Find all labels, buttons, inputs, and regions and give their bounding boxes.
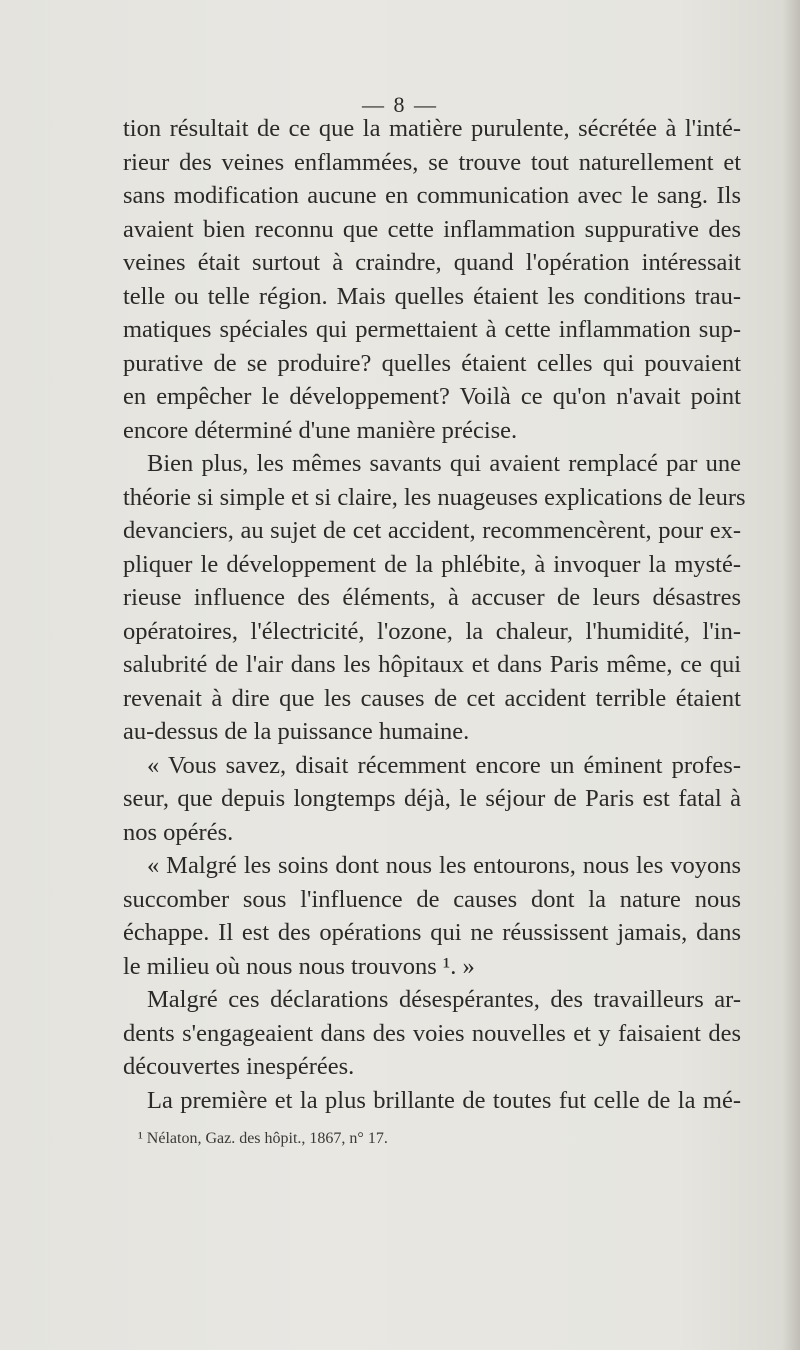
text-line-20: « Vous savez, disait récemment encore un éminent profes- [147, 751, 741, 779]
text-line-29: découvertes inespérées. [123, 1053, 355, 1080]
text-line-12: théorie si simple et si claire, les nuageuses explications de leurs [123, 483, 746, 511]
body-text [123, 112, 746, 1117]
text-line-26: le milieu où nous nous trouvons ¹. » [123, 952, 475, 980]
text-line-15: rieuse influence des éléments, à accuser de leurs désastres [123, 584, 741, 611]
text-line-22: nos opérés. [123, 818, 234, 846]
text-line-6: telle ou telle région. Mais quelles étaient les conditions trau- [123, 282, 741, 310]
text-line-7: matiques spéciales qui permettaient à cette inflammation sup- [123, 316, 741, 343]
text-line-8: purative de se produire? quelles étaient celles qui pouvaient [123, 349, 741, 377]
text-line-24: succomber sous l'influence de causes dont la nature nous [123, 885, 741, 913]
text-line-14: pliquer le développement de la phlébite, à invoquer la mysté- [123, 550, 741, 578]
text-line-28: dents s'engageaient dans des voies nouvelles et y faisaient des [123, 1019, 741, 1047]
text-line-21: seur, que depuis longtemps déjà, le séjour de Paris est fatal à [123, 785, 741, 812]
text-line-13: devanciers, au sujet de cet accident, recommencèrent, pour ex- [123, 517, 741, 544]
text-line-2: rieur des veines enflammées, se trouve tout naturellement et [123, 148, 741, 176]
text-line-3: sans modification aucune en communication avec le sang. Ils [123, 182, 741, 209]
text-line-30: La première et la plus brillante de toutes fut celle de la mé- [147, 1086, 741, 1114]
text-line-23: « Malgré les soins dont nous les entourons, nous les voyons [147, 852, 741, 879]
text-line-10: encore déterminé d'une manière précise. [123, 416, 518, 444]
footnote: ¹ Nélaton, Gaz. des hôpit., 1867, n° 17. [138, 1130, 388, 1147]
page-number: — 8 — [362, 92, 438, 117]
text-line-9: en empêcher le développement? Voilà ce qu'on n'avait point [123, 383, 741, 410]
text-line-18: revenait à dire que les causes de cet accident terrible étaient [123, 684, 741, 712]
text-line-19: au-dessus de la puissance humaine. [123, 718, 470, 745]
text-line-1: tion résultait de ce que la matière purulente, sécrétée à l'inté- [123, 115, 741, 142]
text-line-16: opératoires, l'électricité, l'ozone, la chaleur, l'humidité, l'in- [123, 617, 741, 645]
text-line-25: échappe. Il est des opérations qui ne réussissent jamais, dans [123, 919, 741, 946]
text-line-11: Bien plus, les mêmes savants qui avaient remplacé par une [147, 450, 741, 477]
text-line-27: Malgré ces déclarations désespérantes, des travailleurs ar- [147, 986, 741, 1013]
text-line-4: avaient bien reconnu que cette inflammation suppurative des [123, 215, 741, 243]
text-line-5: veines était surtout à craindre, quand l'opération intéressait [123, 249, 741, 276]
text-line-17: salubrité de l'air dans les hôpitaux et dans Paris même, ce qui [123, 651, 741, 678]
page-edge-shadow [782, 0, 800, 1350]
